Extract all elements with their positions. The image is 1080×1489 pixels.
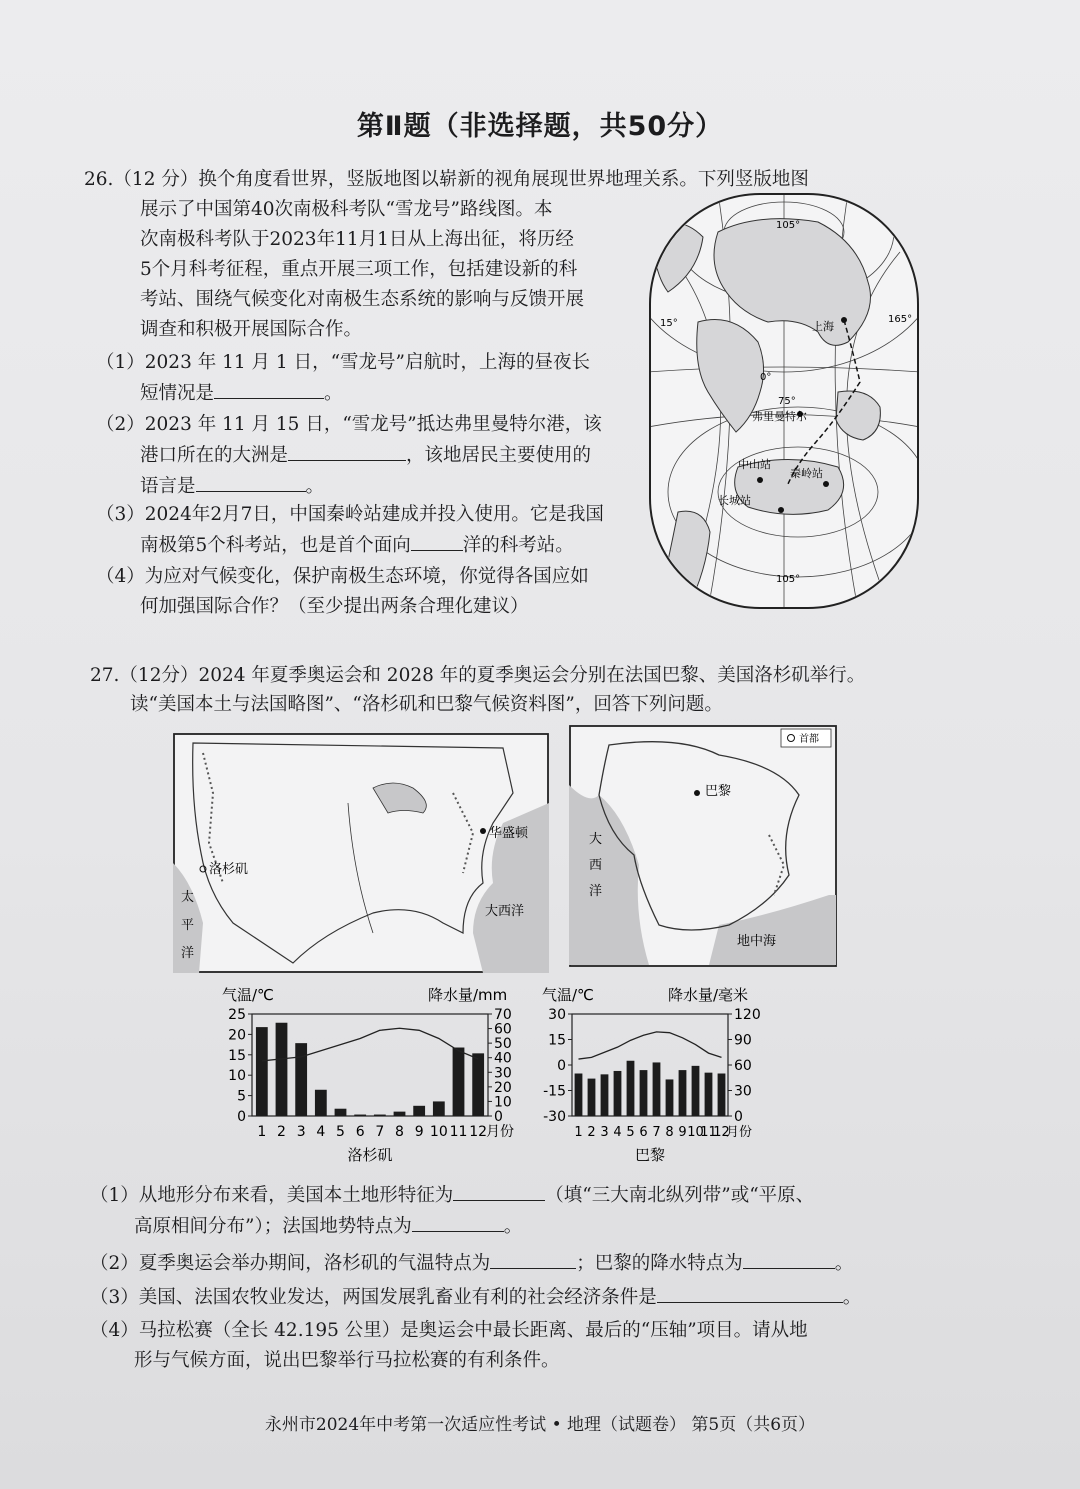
label-105-top: 105°	[776, 220, 801, 231]
precip-bar	[295, 1043, 307, 1116]
label-mediterranean: 地中海	[737, 934, 777, 949]
month-label: 12	[469, 1124, 488, 1140]
precip-bar	[256, 1027, 268, 1116]
q27-s4-line2: 形与气候方面，说出巴黎举行马拉松赛的有利条件。	[134, 1350, 560, 1371]
month-label: 10	[687, 1125, 704, 1140]
label-la: 洛杉矶	[209, 862, 249, 877]
month-label: 6	[355, 1124, 365, 1140]
month-label: 10	[429, 1124, 448, 1140]
vertical-world-map	[648, 192, 920, 610]
label-fremantle: 弗里曼特尔	[752, 410, 807, 423]
paris-climate-chart	[540, 982, 790, 1172]
qinling-dot	[823, 481, 829, 487]
q26-s3-text2: 洋的科考站。	[462, 535, 574, 556]
washington-dot	[480, 828, 486, 834]
right-tick-label: 70	[494, 1007, 512, 1023]
q27-s4-line1: （4）马拉松赛（全长 42.195 公里）是奥运会中最长距离、最后的“压轴”项目。请从地	[90, 1320, 808, 1341]
precip-bar	[640, 1070, 648, 1116]
precip-bar	[374, 1115, 386, 1116]
q26-intro-line: 展示了中国第40次南极科考队“雪龙号”路线图。本	[140, 199, 553, 220]
q27-s3-end: 。	[842, 1287, 862, 1308]
precip-bar	[315, 1090, 327, 1116]
q26-s2-text3: 语言是	[140, 476, 196, 497]
q26-s2-end: 。	[305, 476, 325, 497]
right-tick-label: 30	[734, 1083, 752, 1100]
right-tick-label: 90	[734, 1032, 752, 1049]
zhongshan-dot	[757, 477, 763, 483]
label-atlantic-fr-2: 西	[589, 858, 603, 873]
precip-bar	[666, 1079, 674, 1116]
section-title: 第Ⅱ题（非选择题，共50分）	[356, 111, 724, 142]
q26-intro-line: 次南极科考队于2023年11月1日从上海出征，将历经	[140, 229, 574, 250]
precip-bar	[692, 1066, 700, 1116]
left-tick-label: 0	[237, 1109, 246, 1125]
q27-sub1	[90, 1180, 990, 1242]
precip-bar	[335, 1109, 347, 1116]
precip-bar	[354, 1115, 366, 1116]
q26-s2-line2	[96, 440, 656, 471]
label-0: 0°	[760, 372, 772, 383]
right-tick-label: 120	[734, 1007, 761, 1023]
label-qinling: 秦岭站	[790, 467, 823, 480]
q26-s2-line3	[96, 471, 656, 502]
month-label: 3	[600, 1125, 609, 1140]
chart-city-title: 巴黎	[634, 1146, 666, 1164]
q27-line1: 27.（12分）2024 年夏季奥运会和 2028 年的夏季奥运会分别在法国巴黎、美国洛杉矶举行。	[90, 665, 866, 686]
right-axis-label: 降水量/mm	[428, 986, 508, 1004]
precip-bar	[614, 1071, 622, 1116]
left-tick-label: -15	[543, 1083, 566, 1100]
answer-blank[interactable]	[490, 1248, 576, 1269]
precip-bar	[394, 1112, 406, 1116]
month-label: 5	[336, 1124, 345, 1140]
precip-bar	[601, 1074, 609, 1116]
month-unit: 月份	[486, 1124, 514, 1140]
precip-bar	[472, 1053, 484, 1116]
q27-s1-text: （1）从地形分布来看，美国本土地形特征为	[90, 1185, 454, 1206]
temperature-line	[262, 1028, 478, 1061]
month-label: 1	[257, 1124, 267, 1140]
answer-blank[interactable]	[411, 530, 463, 551]
left-tick-label: 15	[228, 1047, 246, 1064]
label-shanghai: 上海	[812, 320, 834, 333]
q26-s1-line2	[96, 378, 656, 409]
month-label: 2	[277, 1124, 286, 1140]
q26-s3-line2	[96, 530, 656, 561]
label-atlantic-fr-1: 大	[589, 832, 603, 847]
left-axis-label: 气温/℃	[542, 986, 594, 1004]
answer-blank[interactable]	[657, 1282, 843, 1303]
q27-s3-text: （3）美国、法国农牧业发达，两国发展乳畜业有利的社会经济条件是	[90, 1287, 657, 1308]
answer-blank[interactable]	[196, 471, 306, 492]
q26-s1-text: 短情况是	[140, 383, 215, 404]
month-label: 7	[652, 1125, 661, 1140]
q26-s2-text: 港口所在的大洲是	[140, 445, 289, 466]
left-tick-label: -30	[543, 1109, 566, 1125]
left-tick-label: 20	[228, 1027, 246, 1044]
q27-s1-text2: （填“三大南北纵列带”或“平原、	[545, 1185, 815, 1206]
q27-sub2	[90, 1248, 990, 1279]
q27-s1-text3: 高原相间分布”）；法国地势特点为	[134, 1216, 412, 1237]
right-tick-label: 60	[494, 1021, 512, 1038]
right-tick-label: 50	[494, 1036, 512, 1053]
month-label: 4	[613, 1125, 622, 1140]
month-label: 8	[395, 1124, 404, 1140]
q26-intro-line: 调查和积极开展国际合作。	[140, 319, 363, 340]
q27-s1-end: 。	[503, 1216, 523, 1237]
temperature-line	[579, 1032, 722, 1059]
label-75: 75°	[778, 396, 796, 407]
left-axis-label: 气温/℃	[222, 986, 274, 1004]
label-washington: 华盛顿	[489, 826, 529, 841]
q27-s1-line1	[90, 1180, 990, 1211]
label-pacific-3: 洋	[181, 946, 195, 961]
q26-s3-line1: （3）2024年2月7日，中国秦岭站建成并投入使用。它是我国	[96, 504, 604, 525]
right-tick-label: 10	[494, 1094, 512, 1111]
answer-blank[interactable]	[453, 1180, 545, 1201]
left-tick-label: 0	[557, 1058, 566, 1074]
precip-bar	[627, 1061, 635, 1116]
q26-intro-first: 26.（12 分）换个角度看世界，竖版地图以崭新的视角展现世界地理关系。下列竖版地图	[84, 169, 809, 190]
month-label: 11	[449, 1124, 468, 1140]
precip-bar	[705, 1073, 713, 1116]
month-unit: 月份	[726, 1125, 753, 1140]
answer-blank[interactable]	[288, 440, 406, 461]
month-label: 1	[574, 1125, 583, 1140]
legend-capital-label: 首都	[799, 734, 819, 745]
q26-s1-end: 。	[324, 383, 343, 404]
q27-s2-end: 。	[834, 1253, 854, 1274]
paris-dot	[694, 790, 700, 796]
precip-bar	[653, 1062, 661, 1116]
month-label: 12	[713, 1125, 730, 1140]
q26-sub2	[96, 410, 656, 502]
plot-frame	[572, 1014, 728, 1116]
q26-s4-line1: （4）为应对气候变化，保护南极生态环境，你觉得各国应如	[96, 566, 589, 587]
precip-bar	[679, 1070, 687, 1116]
label-atlantic-fr-3: 洋	[589, 884, 603, 899]
precip-bar	[413, 1106, 425, 1116]
label-changcheng: 长城站	[718, 494, 751, 507]
q26-s2-text2: ，该地居民主要使用的	[406, 445, 592, 466]
label-atlantic-usa: 大西洋	[485, 904, 525, 919]
month-label: 8	[665, 1125, 674, 1140]
q26-s1-line1: （1）2023 年 11 月 1 日，“雪龙号”启航时，上海的昼夜长	[96, 352, 590, 373]
answer-blank[interactable]	[412, 1211, 504, 1232]
month-label: 2	[587, 1125, 596, 1140]
q26-s4-line2: 何加强国际合作？（至少提出两条合理化建议）	[140, 596, 529, 617]
chart-city-title: 洛杉矶	[347, 1146, 393, 1164]
precip-bar	[588, 1079, 596, 1116]
label-pacific-1: 太	[181, 890, 195, 905]
la-climate-chart	[222, 982, 532, 1172]
left-tick-label: 15	[548, 1032, 566, 1049]
precip-bar	[433, 1101, 445, 1116]
q26-sub3	[96, 500, 656, 561]
right-tick-label: 40	[494, 1050, 512, 1067]
q27-s1-line2	[90, 1211, 990, 1242]
left-tick-label: 10	[228, 1068, 246, 1085]
q26-intro-line: 考站、围绕气候变化对南极生态系统的影响与反馈开展	[140, 289, 585, 310]
label-105-bottom: 105°	[776, 574, 801, 585]
label-pacific-2: 平	[181, 918, 195, 933]
q26-intro	[140, 195, 650, 345]
q26-sub4	[96, 562, 656, 622]
label-15: 15°	[660, 318, 678, 329]
q26-intro-line: 5个月科考征程，重点开展三项工作，包括建设新的科	[140, 259, 578, 280]
left-tick-label: 30	[548, 1007, 566, 1023]
right-tick-label: 30	[494, 1065, 512, 1082]
month-label: 4	[316, 1124, 326, 1140]
q27-s2-text2: ；巴黎的降水特点为	[576, 1253, 743, 1274]
france-map	[569, 725, 837, 967]
month-label: 6	[639, 1125, 648, 1140]
month-label: 9	[414, 1124, 424, 1140]
q26-s2-line1: （2）2023 年 11 月 15 日，“雪龙号”抵达弗里曼特尔港，该	[96, 414, 602, 435]
precip-bar	[276, 1023, 288, 1116]
q27-sub4	[90, 1316, 990, 1376]
right-tick-label: 0	[734, 1109, 743, 1125]
changcheng-dot	[778, 507, 784, 513]
right-tick-label: 0	[494, 1109, 503, 1125]
q27-sub3	[90, 1282, 990, 1313]
label-165: 165°	[888, 314, 913, 325]
right-tick-label: 60	[734, 1058, 752, 1074]
right-axis-label: 降水量/毫米	[668, 986, 749, 1004]
q26-sub1	[96, 348, 656, 409]
right-tick-label: 20	[494, 1079, 512, 1096]
answer-blank[interactable]	[214, 378, 324, 399]
month-label: 7	[375, 1124, 385, 1140]
label-paris: 巴黎	[705, 784, 732, 799]
page-footer: 永州市2024年中考第一次适应性考试 • 地理（试题卷） 第5页（共6页）	[264, 1415, 816, 1435]
left-tick-label: 5	[237, 1088, 246, 1105]
month-label: 5	[626, 1125, 635, 1140]
usa-map	[173, 733, 549, 973]
shanghai-dot	[841, 317, 847, 323]
month-label: 11	[700, 1125, 717, 1140]
month-label: 9	[678, 1125, 687, 1140]
precip-bar	[453, 1048, 465, 1116]
left-tick-label: 25	[228, 1007, 246, 1023]
month-label: 3	[296, 1124, 306, 1140]
label-zhongshan: 中山站	[738, 458, 771, 471]
q27-line2: 读“美国本土与法国略图”、“洛杉矶和巴黎气候资料图”，回答下列问题。	[130, 694, 723, 715]
precip-bar	[575, 1074, 583, 1117]
precip-bar	[718, 1074, 726, 1117]
answer-blank[interactable]	[743, 1248, 835, 1269]
q26-s3-text: 南极第5个科考站，也是首个面向	[140, 535, 411, 556]
q27-s2-text: （2）夏季奥运会举办期间，洛杉矶的气温特点为	[90, 1253, 491, 1274]
